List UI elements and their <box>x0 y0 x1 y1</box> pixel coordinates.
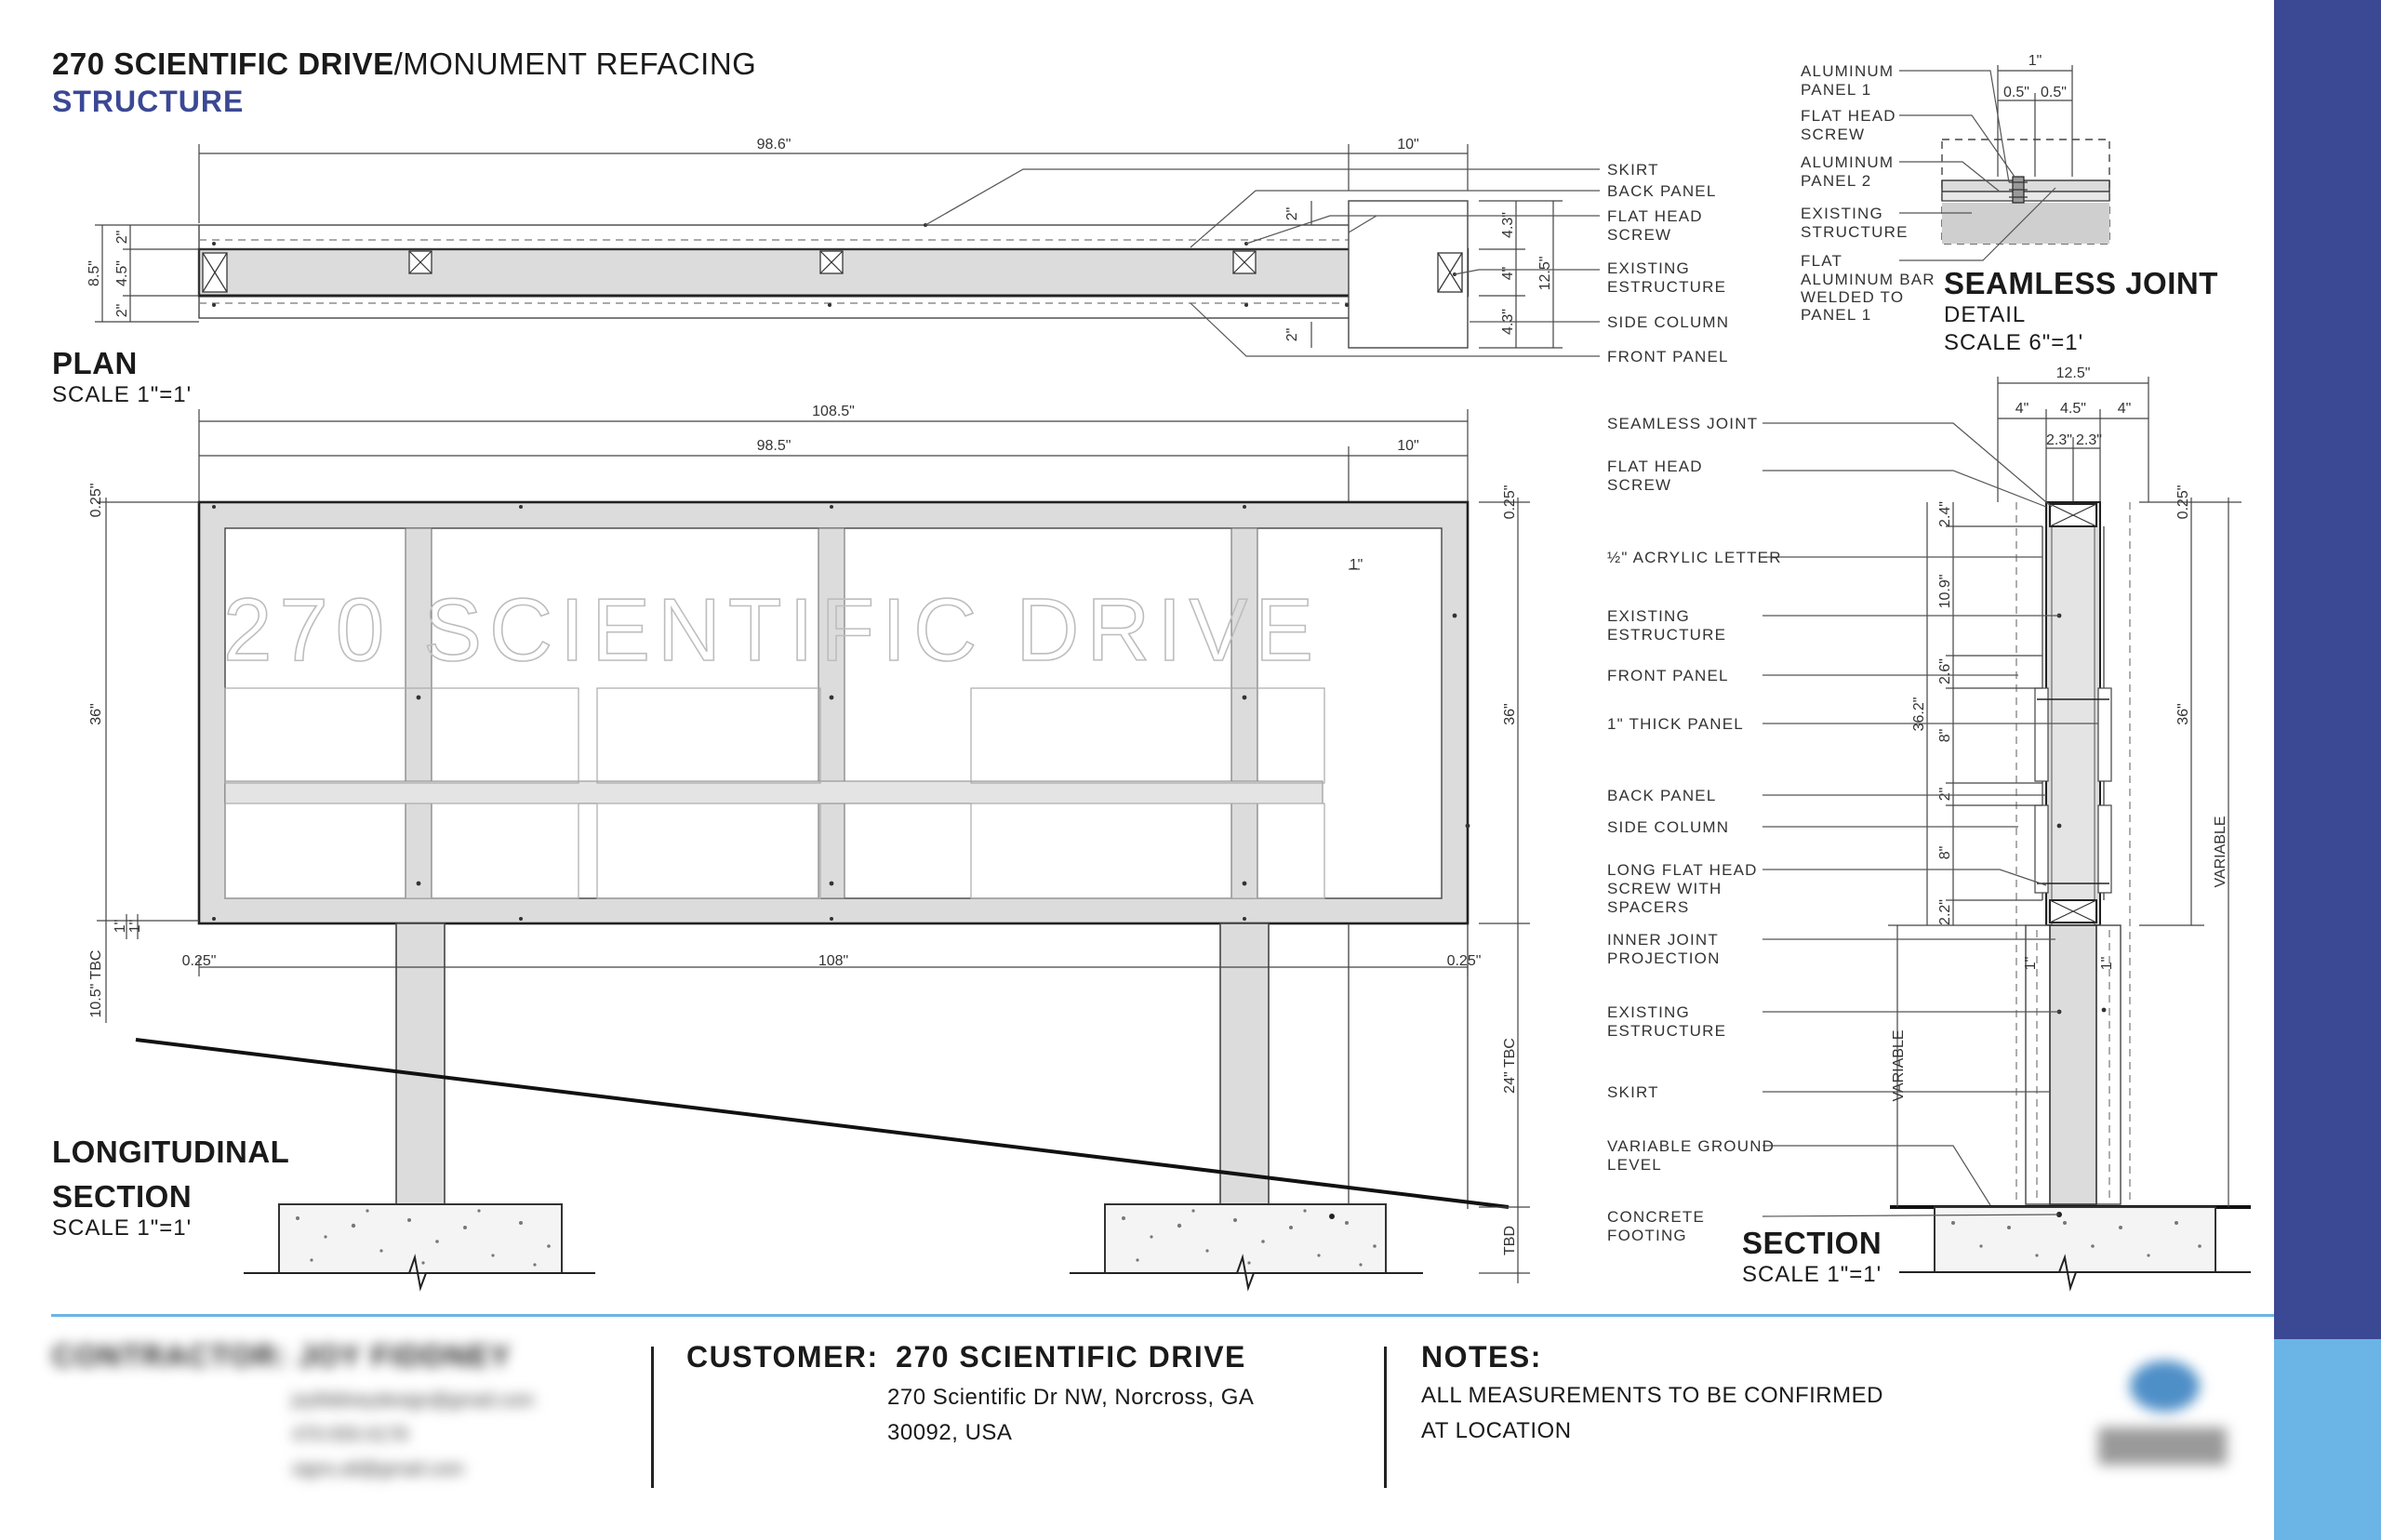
long-dim-g1: 1" <box>113 919 128 934</box>
long-dim-r-height: 36" <box>1502 703 1518 725</box>
long-scale: SCALE 1"=1' <box>52 1215 193 1241</box>
sec-dim-v3: 2.6" <box>1937 658 1953 684</box>
contractor-label: CONTRACTOR: JOY FIDDNEY <box>52 1339 512 1373</box>
sec-label-side-column: SIDE COLUMN <box>1607 818 1730 836</box>
sec-dim-c: 4" <box>2117 401 2132 417</box>
sidebar-accent-dark <box>2274 0 2381 1339</box>
sec-dim-a: 4" <box>2015 401 2029 417</box>
plan-dim-r1: 4.3" <box>1500 212 1516 238</box>
sec-label-concrete-1: CONCRETE <box>1607 1208 1705 1226</box>
long-dim-height: 36" <box>88 703 104 725</box>
plan-dim-depth: 12.5" <box>1537 256 1553 291</box>
customer-block <box>686 1340 1246 1374</box>
sec-label-acrylic: ½" ACRYLIC LETTER <box>1607 549 1782 566</box>
joint-detail: DETAIL <box>1944 302 2027 327</box>
plan-dim-s2: 2" <box>1284 327 1300 342</box>
plan-dim-s1: 2" <box>1284 206 1300 221</box>
sec-dim-inner: 36.2" <box>1911 697 1927 732</box>
contractor-line-1: joyfiddneydesign@gmail.com <box>292 1390 535 1411</box>
customer-label: CUSTOMER: <box>686 1340 879 1374</box>
joint-label-11: WELDED TO <box>1801 288 1905 306</box>
long-dim-edge-right: 0.25" <box>1446 953 1482 969</box>
sec-dim-v4: 8" <box>1937 728 1953 743</box>
sec-label-concrete-2: FOOTING <box>1607 1227 1687 1244</box>
sec-label-existing-2: ESTRUCTURE <box>1607 626 1727 644</box>
sec-label-thick-panel: 1" THICK PANEL <box>1607 715 1744 733</box>
sec-label-existing-1: EXISTING <box>1607 607 1690 625</box>
long-dim-edge-left: 0.25" <box>181 953 217 969</box>
contractor-block <box>52 1339 629 1480</box>
plan-dim-r3: 4.3" <box>1500 309 1516 335</box>
plan-label-flat-head-2: SCREW <box>1607 226 1672 244</box>
sec-label-ground-1: VARIABLE GROUND <box>1607 1137 1776 1155</box>
sec-label-skirt: SKIRT <box>1607 1083 1659 1101</box>
joint-label-7: EXISTING <box>1801 205 1883 222</box>
plan-label-existing-2: ESTRUCTURE <box>1607 278 1727 296</box>
plan-dim-width: 98.6" <box>756 137 791 153</box>
sec-dim-v5: 2" <box>1937 787 1953 802</box>
plan-label-existing-1: EXISTING <box>1607 259 1690 277</box>
sec-dim-variable-right: VARIABLE <box>2213 816 2228 888</box>
plan-scale: SCALE 1"=1' <box>52 382 193 407</box>
notes-line-1: ALL MEASUREMENTS TO BE CONFIRMED <box>1421 1383 1883 1408</box>
contractor-line-3: signs.atl@gmail.com <box>292 1459 464 1480</box>
customer-address-1: 270 Scientific Dr NW, Norcross, GA <box>887 1385 1255 1410</box>
sec-label-flat-head-1: FLAT HEAD <box>1607 458 1703 475</box>
joint-dim-total: 1" <box>2028 53 2042 69</box>
plan-dim-a: 2" <box>114 230 130 245</box>
company-logo <box>2093 1353 2232 1479</box>
long-dim-overall: 108.5" <box>812 404 855 419</box>
sheet-title: 270 SCIENTIFIC DRIVE/MONUMENT REFACING <box>52 46 757 81</box>
sec-label-front-panel: FRONT PANEL <box>1607 667 1729 684</box>
section-view <box>1607 365 2251 1288</box>
sec-dim-v2: 10.9" <box>1937 574 1953 609</box>
titleblock-separator-2 <box>1384 1347 1387 1488</box>
sec-dim-height-right: 36" <box>2175 703 2191 725</box>
plan-label-skirt: SKIRT <box>1607 161 1659 179</box>
titleblock-divider <box>51 1314 2274 1317</box>
long-dim-bottom: 108" <box>818 953 849 969</box>
long-dim-clear: 10.5" TBC <box>88 949 104 1018</box>
plan-label-back-panel: BACK PANEL <box>1607 182 1717 200</box>
sidebar-accent-light <box>2274 1339 2381 1540</box>
sec-dim-variable-left: VARIABLE <box>1891 1029 1907 1102</box>
sec-label-long-screw-1: LONG FLAT HEAD <box>1607 861 1758 879</box>
joint-dim-half1: 0.5" <box>2003 85 2029 100</box>
sec-label-existing-4: ESTRUCTURE <box>1607 1022 1727 1040</box>
plan-dim-overall: 8.5" <box>86 260 102 286</box>
long-title-2: SECTION <box>52 1179 193 1214</box>
sec-label-seamless-joint: SEAMLESS JOINT <box>1607 415 1759 432</box>
plan-dim-b: 4.5" <box>114 260 130 286</box>
section-scale: SCALE 1"=1' <box>1742 1262 1882 1287</box>
plan-label-front-panel: FRONT PANEL <box>1607 348 1729 365</box>
seamless-joint-detail <box>1801 53 2218 355</box>
logo-wordmark <box>2098 1427 2227 1465</box>
sec-label-long-screw-3: SPACERS <box>1607 898 1690 916</box>
joint-dim-half2: 0.5" <box>2041 85 2067 100</box>
joint-title: SEAMLESS JOINT <box>1944 266 2218 300</box>
sec-label-flat-head-2: SCREW <box>1607 476 1672 494</box>
long-dim-post: 24" TBC <box>1502 1038 1518 1094</box>
sec-dim-b: 4.5" <box>2060 401 2086 417</box>
sec-dim-d: 2.3" <box>2046 432 2072 448</box>
long-dim-gap: 1" <box>1349 557 1363 573</box>
customer-address-2: 30092, USA <box>887 1420 1013 1445</box>
plan-dim-c: 2" <box>114 303 130 318</box>
sec-label-ground-2: LEVEL <box>1607 1156 1662 1174</box>
sec-dim-v7: 2.2" <box>1937 899 1953 925</box>
plan-view <box>52 137 1729 407</box>
sheet-subtitle: STRUCTURE <box>52 85 245 118</box>
sec-label-existing-3: EXISTING <box>1607 1003 1690 1021</box>
longitudinal-section <box>52 404 1530 1288</box>
joint-label-3: FLAT HEAD <box>1801 107 1896 125</box>
notes-label: NOTES: <box>1421 1340 1542 1374</box>
sign-letters: 270 SCIENTIFIC DRIVE <box>223 580 1321 680</box>
joint-label-10: ALUMINUM BAR <box>1801 271 1935 288</box>
sec-label-long-screw-2: SCREW WITH <box>1607 880 1723 897</box>
joint-label-4: SCREW <box>1801 126 1866 143</box>
plan-label-side-column: SIDE COLUMN <box>1607 313 1730 331</box>
sec-label-back-panel: BACK PANEL <box>1607 787 1717 804</box>
sec-dim-g1: 1" <box>2023 956 2039 971</box>
joint-label-12: PANEL 1 <box>1801 306 1872 324</box>
notes-line-2: AT LOCATION <box>1421 1418 1572 1443</box>
titleblock-separator-1 <box>651 1347 654 1488</box>
logo-mark <box>2130 1361 2200 1412</box>
sec-dim-total: 12.5" <box>2055 365 2091 381</box>
section-title: SECTION <box>1742 1226 1882 1260</box>
joint-label-8: STRUCTURE <box>1801 223 1909 241</box>
contractor-line-2: 470-555-0178 <box>292 1425 408 1445</box>
joint-scale: SCALE 6"=1' <box>1944 330 2084 355</box>
sec-dim-g2: 1" <box>2099 956 2115 971</box>
long-dim-column: 10" <box>1397 438 1419 454</box>
sec-label-inner-joint-2: PROJECTION <box>1607 949 1721 967</box>
plan-label-flat-head-1: FLAT HEAD <box>1607 207 1703 225</box>
long-dim-top: 0.25" <box>88 483 104 518</box>
long-dim-r-top: 0.25" <box>1502 485 1518 520</box>
plan-dim-r2: 4" <box>1500 266 1516 281</box>
joint-label-9: FLAT <box>1801 252 1843 270</box>
sec-dim-v6: 8" <box>1937 845 1953 860</box>
sec-label-inner-joint-1: INNER JOINT <box>1607 931 1719 949</box>
long-dim-width: 98.5" <box>756 438 791 454</box>
sec-dim-v1: 2.4" <box>1937 501 1953 527</box>
plan-title: PLAN <box>52 346 138 380</box>
long-dim-g2: 1" <box>127 919 143 934</box>
sec-dim-e: 2.3" <box>2076 432 2102 448</box>
joint-label-6: PANEL 2 <box>1801 172 1872 190</box>
sec-dim-top-right: 0.25" <box>2175 485 2191 520</box>
long-dim-footing: TBD <box>1502 1226 1518 1255</box>
long-title-1: LONGITUDINAL <box>52 1135 290 1169</box>
joint-label-5: ALUMINUM <box>1801 153 1895 171</box>
joint-label-1: ALUMINUM <box>1801 62 1895 80</box>
customer-name: 270 SCIENTIFIC DRIVE <box>896 1340 1246 1374</box>
plan-dim-column: 10" <box>1397 137 1419 153</box>
joint-label-2: PANEL 1 <box>1801 81 1872 99</box>
